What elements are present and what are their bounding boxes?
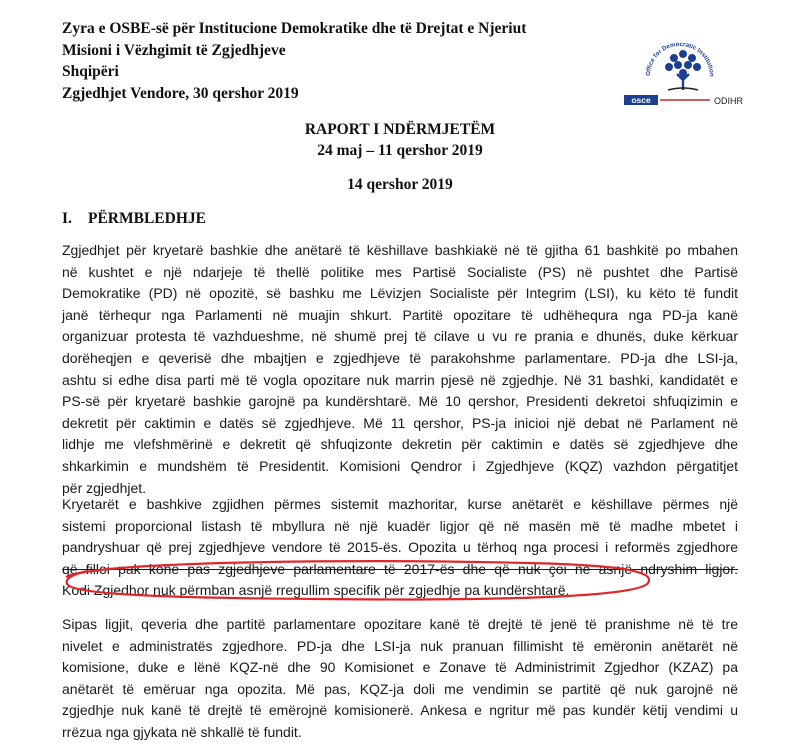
logo-tree-icon bbox=[665, 50, 701, 90]
logo-arc-text: Office for Democratic Institution bbox=[644, 40, 716, 77]
paragraph-3 bbox=[62, 614, 738, 744]
section-number: I. bbox=[62, 210, 72, 227]
paragraph-line: dekretit për caktimin e datës së zgjedhjeve. Më 11 qershor, PS-ja inicioi një debat në Parlament në bbox=[62, 414, 738, 431]
paragraph-line: sistemi proporcional listash të mbyllura në një kuadër ligjor që në masën më të madhe mbetet i bbox=[62, 517, 738, 534]
header-election: Zgjedhjet Vendore, 30 qershor 2019 bbox=[62, 84, 299, 102]
paragraph-line: nivelet e administratës zgjedhore. PD-ja dhe LSI-ja nuk pranuan fillimisht të emëronin anëtarët në bbox=[62, 637, 738, 654]
paragraph-line: pandryshuar që prej zgjedhjeve vendore të 2015-ës. Opozita u tërhoq nga procesi i reformës zgjedhore bbox=[62, 539, 738, 556]
paragraph-2 bbox=[62, 494, 738, 602]
report-title-block bbox=[0, 119, 800, 161]
document-header bbox=[62, 18, 526, 104]
paragraph-line: zgjedhje nuk kanë të drejtë të emërojnë komisionerë. Ankesa e ngritur më pas kundër këtij vendimi u bbox=[62, 702, 738, 719]
paragraph-line: shkarkimin e mundshëm të Presidentit. Komisioni Qendror i Zgjedhjeve (KQZ) vazhdon përgatitjet bbox=[62, 457, 738, 474]
paragraph-line: anëtarët të emëruar nga opozita. Më pas, KQZ-ja doli me vendimin se partitë që nuk garojnë në bbox=[62, 680, 738, 697]
paragraph-line: Sipas ligjit, qeveria dhe partitë parlamentare opozitare kanë të drejtë të jenë të pranishme në të tre bbox=[62, 616, 738, 632]
header-country: Shqipëri bbox=[62, 63, 119, 80]
paragraph-line: dorëheqjen e qeverisë dhe mbajtjen e zgjedhjeve të parakohshme parlamentare. PD-ja dhe LSI-ja, bbox=[62, 349, 738, 366]
paragraph-line: për zgjedhjet. bbox=[62, 479, 147, 496]
highlighted-sentence: Kodi Zgjedhor nuk përmban asnjë rregullim specifik për zgjedhje pa kundërshtarë. bbox=[62, 582, 570, 599]
odihr-logo bbox=[622, 16, 772, 108]
paragraph-line: në kushtet e një ndarjeje të thellë politike mes Partisë Socialiste (PS) në pushtet dhe Partisë bbox=[62, 263, 738, 280]
paragraph-line: komisione, duke e lënë KQZ-në dhe 90 Komisionet e Zonave të Administrimit Zgjedhor (KZAZ) pa bbox=[62, 659, 738, 676]
paragraph-line: Kryetarët e bashkive zgjidhen përmes sistemit mazhoritar, kurse anëtarët e këshillave përmes një bbox=[62, 496, 738, 512]
paragraph-line: organizuar protesta të vazhdueshme, në shumë prej të cilave u vu re prania e dhunës, duke kërkuar bbox=[62, 328, 738, 345]
osce-text: osce bbox=[631, 95, 651, 105]
section-title: PËRMBLEDHJE bbox=[88, 210, 206, 227]
paragraph-1 bbox=[62, 240, 738, 499]
paragraph-line: PS-së për kryetarë bashkie garojnë pa kundërshtarë. Më 10 qershor, Presidenti dekretoi shfuqizimin e bbox=[62, 393, 738, 410]
report-period: 24 maj – 11 qershor 2019 bbox=[317, 142, 483, 159]
section-heading bbox=[62, 210, 206, 228]
paragraph-line: lidhje me vlefshmërinë e dekretit që shfuqizonte dekretin për caktimin e datës së zgjedhjeve dhe bbox=[62, 436, 738, 453]
paragraph-line: ashtu si edhe disa parti më të vogla opozitare nuk marrin pjesë në zgjedhje. Në 31 bashki, kandidatët e bbox=[62, 371, 738, 388]
odihr-text: ODIHR bbox=[714, 96, 743, 106]
report-date: 14 qershor 2019 bbox=[347, 176, 453, 193]
paragraph-line: që filloi pak kohë pas zgjedhjeve parlamentare të 2017-ës dhe që nuk çoi në asnjë ndryshim ligjor. bbox=[62, 560, 738, 577]
paragraph-line: janë tërhequr nga Parlamenti në muajin shkurt. Partitë opozitare të udhëhequra nga PD-ja kanë bbox=[62, 306, 738, 323]
report-title: RAPORT I NDËRMJETËM bbox=[304, 121, 496, 138]
paragraph-line: Zgjedhjet për kryetarë bashkie dhe anëtarë të këshillave bashkiakë në të gjitha 61 bashkitë po mbahen bbox=[62, 242, 738, 258]
header-mission: Misioni i Vëzhgimit të Zgjedhjeve bbox=[62, 41, 286, 59]
header-organization: Zyra e OSBE-së për Institucione Demokratike dhe të Drejtat e Njeriut bbox=[62, 20, 527, 37]
paragraph-line: rrëzua nga gjykata në shkallë të fundit. bbox=[62, 723, 302, 740]
paragraph-line: Demokratike (PD) në opozitë, së bashku me Lëvizjen Socialiste për Integrim (LSI), ku këto të fundit bbox=[62, 285, 738, 302]
